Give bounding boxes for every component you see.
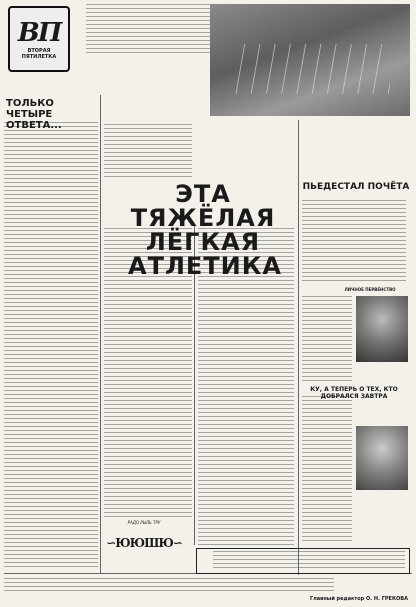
footer-text <box>4 578 334 592</box>
ornament-title: РАДО РЫЛЬ ТРУ <box>127 520 161 525</box>
editor-credit: Главный редактор О. Н. ГРЕКОВА <box>309 596 408 602</box>
logo-letters: ВП <box>17 18 61 48</box>
pedestal-title: ПЬЕДЕСТАЛ ПОЧЁТА <box>302 182 410 192</box>
intro-text-block <box>86 4 210 56</box>
results-list <box>302 200 406 284</box>
column-rule <box>298 120 299 575</box>
personal-label: ЛИЧНОЕ ПЕРВЕНСТВО <box>344 287 396 292</box>
logo-caption: ВТОРАЯ ПЯТИЛЕТКА <box>21 48 57 60</box>
left-headline: ТОЛЬКО ЧЕТЫРЕ ОТВЕТА... <box>6 98 62 131</box>
ornament-graphic: ∽ЮЮШЮ∽ <box>106 536 182 550</box>
boxed-note-text <box>213 551 405 571</box>
article-column <box>302 296 352 384</box>
newspaper-logo <box>8 6 70 72</box>
main-headline: ЭТА ТЯЖЁЛАЯ ЛЁГКАЯ АТЛЕТИКА <box>128 180 282 280</box>
article-column <box>302 396 352 544</box>
athlete-photo <box>356 296 408 362</box>
boxed-note <box>196 548 410 574</box>
athlete-photo <box>356 426 408 490</box>
article-column <box>4 122 98 570</box>
article-column <box>104 124 192 178</box>
sidebar-subheading: КУ, А ТЕПЕРЬ О ТЕХ, КТО ДОБРАЛСЯ ЗАВТРА <box>310 386 398 400</box>
race-photo <box>210 4 410 116</box>
column-rule <box>100 95 101 573</box>
